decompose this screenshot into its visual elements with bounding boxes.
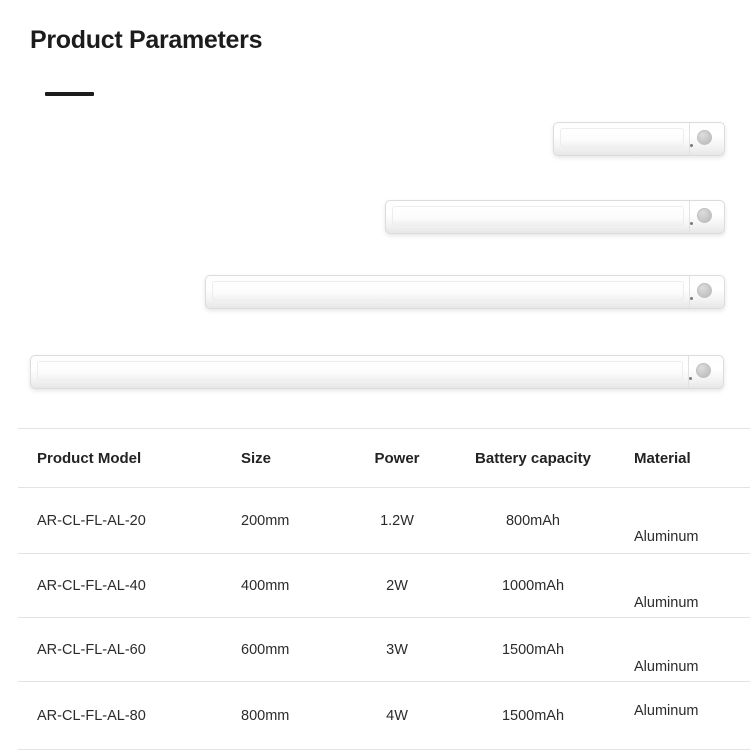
motion-sensor-icon <box>697 130 712 145</box>
indicator-dot-icon <box>689 377 692 380</box>
lens-divider <box>689 276 690 308</box>
cell-power: 2W <box>351 554 443 618</box>
title-underline-rule <box>45 92 94 96</box>
cell-battery-capacity: 1000mAh <box>443 554 623 618</box>
indicator-dot-icon <box>690 297 693 300</box>
cell-battery-capacity: 800mAh <box>443 488 623 554</box>
motion-sensor-icon <box>697 208 712 223</box>
motion-sensor-icon <box>697 283 712 298</box>
indicator-dot-icon <box>690 222 693 225</box>
cell-material: Aluminum <box>623 554 750 618</box>
table-row <box>18 682 750 750</box>
table-row <box>18 488 750 554</box>
parameters-table-wrapper <box>18 428 732 750</box>
cell-product-model: AR-CL-FL-AL-20 <box>18 488 237 554</box>
product-bar-40 <box>385 200 725 234</box>
lens-divider <box>689 201 690 233</box>
cell-product-model: AR-CL-FL-AL-80 <box>18 682 237 750</box>
cell-power: 4W <box>351 682 443 750</box>
motion-sensor-icon <box>696 363 711 378</box>
cell-product-model: AR-CL-FL-AL-40 <box>18 554 237 618</box>
cell-battery-capacity: 1500mAh <box>443 682 623 750</box>
column-header-size: Size <box>237 429 351 488</box>
table-body <box>18 488 750 750</box>
product-bar-80 <box>30 355 724 389</box>
light-diffuser-strip <box>212 281 684 301</box>
table-row <box>18 554 750 618</box>
indicator-dot-icon <box>690 144 693 147</box>
cell-material: Aluminum <box>623 682 750 750</box>
cell-size: 400mm <box>237 554 351 618</box>
light-diffuser-strip <box>37 361 683 381</box>
product-bar-20 <box>553 122 725 156</box>
cell-power: 1.2W <box>351 488 443 554</box>
column-header-product-model: Product Model <box>18 429 237 488</box>
table-row <box>18 618 750 682</box>
cell-material: Aluminum <box>623 618 750 682</box>
cell-size: 200mm <box>237 488 351 554</box>
page-title: Product Parameters <box>30 26 263 54</box>
parameters-table <box>18 428 750 750</box>
cell-product-model: AR-CL-FL-AL-60 <box>18 618 237 682</box>
product-bar-60 <box>205 275 725 309</box>
cell-material: Aluminum <box>623 488 750 554</box>
cell-size: 600mm <box>237 618 351 682</box>
column-header-material: Material <box>623 429 750 488</box>
cell-size: 800mm <box>237 682 351 750</box>
cell-power: 3W <box>351 618 443 682</box>
lens-divider <box>689 123 690 155</box>
table-header-row <box>18 429 750 488</box>
light-diffuser-strip <box>392 206 684 226</box>
product-image-group <box>0 110 750 415</box>
cell-battery-capacity: 1500mAh <box>443 618 623 682</box>
light-diffuser-strip <box>560 128 684 148</box>
column-header-power: Power <box>351 429 443 488</box>
column-header-battery-capacity: Battery capacity <box>443 429 623 488</box>
lens-divider <box>688 356 689 388</box>
table-header <box>18 429 750 488</box>
